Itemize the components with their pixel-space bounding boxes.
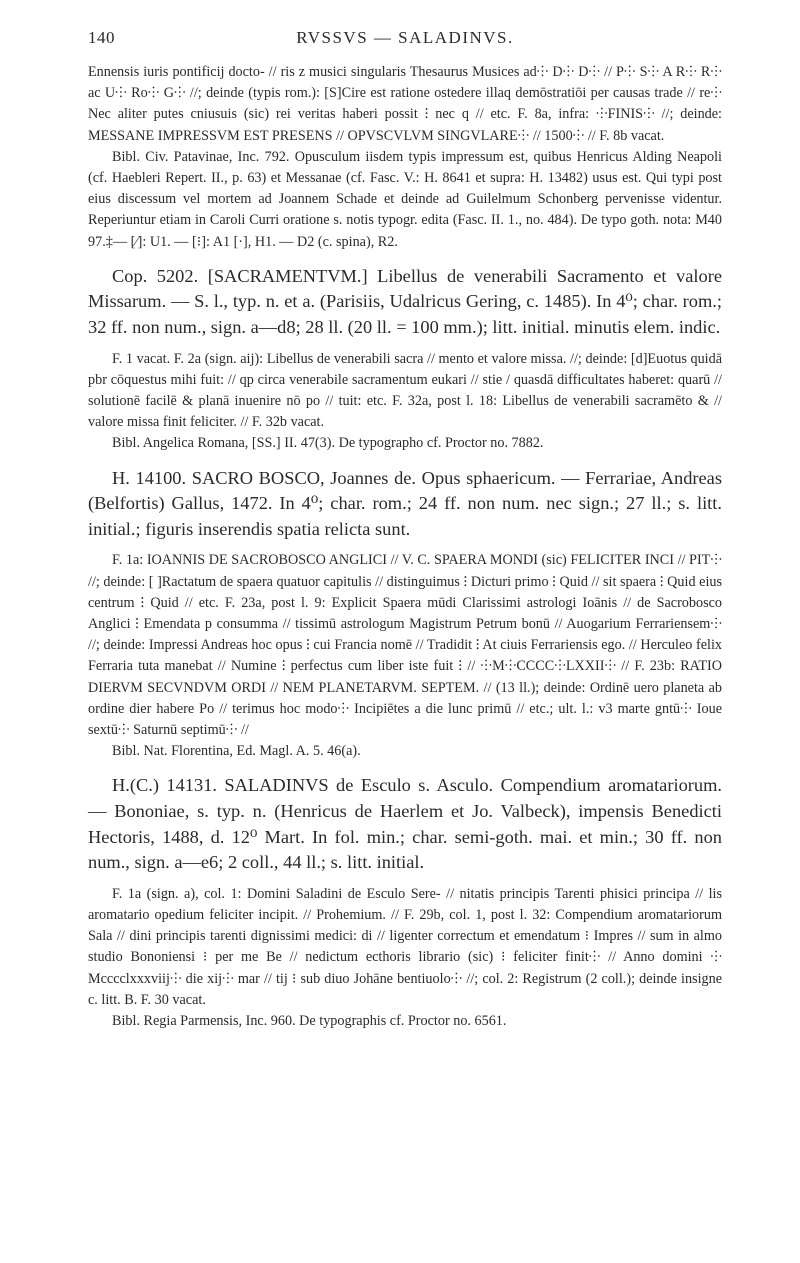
note-paragraph: Ennensis iuris pontificij docto- // ris z musici singularis Thesaurus Musices ad⸭ D⸭ D⸭ // P⸭ S⸭ A R⸭ R⸭ ac U⸭ Ro⸭ G⸭ //; deinde (typis rom.): [S]Cire est ratione ostedere illaq demōstratiōi per causas trade // re⸭ Nec aliter putes cniusuis (sic) rei veritas haberi possit ⁝ nec q // etc. F. 8a, infra: ⸭FINIS⸭ //; deinde: MESSANE IMPRESSVM EST PRESENS // OPVSCVLVM SINGVLARE⸭ // 1500⸭ // F. 8b vacat.: [88, 64, 722, 144]
block-spacer: [88, 253, 722, 264]
note-paragraph: Bibl. Nat. Florentina, Ed. Magl. A. 5. 46(a).: [112, 743, 361, 760]
note-paragraph: Bibl. Civ. Patavinae, Inc. 792. Opusculum iisdem typis impressum est, quibus Henricus Alding Neapoli (cf. Haebleri Repert. II., p. 63) et Messanae (cf. Fasc. V.: H. 8641 et supra: H. 13482) usus est. Qui typi post eius discessum vel mortem ad Joannem Schade et deinde ad Guilelmum Schonberg pervenisse videntur. Reperiuntur etiam in Caroli Curri oratione s. notis typogr. edita (Fasc. II. 1., no. 484). De typo goth. nota: M40 97.‡— [⁄]: U1. — [⁝]: A1 [·], H1. — D2 (c. spina), R2.: [88, 148, 722, 250]
page-body: [88, 62, 722, 1032]
note-paragraph: F. 1a: IOANNIS DE SACROBOSCO ANGLICI // V. C. SPAERA MONDI (sic) FELICITER INCI // PIT⸭ //; deinde: [ ]Ractatum de spaera quatuor capitulis // distinguimus ⁝ Dicturi primo ⁝ Quid // sit spaera ⁝ Quid eius centrum ⁝ Quid // etc. F. 23a, post l. 9: Explicit Spaera mūdi Clarissimi astrologi Ioānis // de Sacrobosco Anglici ⁝ Emendata p consumma // tissimū astrologum Magistrum Petrum bonū // Auogarium Ferrariensem⸭ //; deinde: Impressi Andreas hoc opus ⁝ cui Francia nomē // Tradidit ⁝ At ciuis Ferrariensis ego. // Herculeo felix Ferraria tuta manebat // Numine ⁝ perfectus cum liber iste fuit ⁝ // ⸭M⸭CCCC⸭LXXII⸭ // F. 23b: RATIO DIERVM SECVNDVM ORDI // NEM PLANETARVM. SEPTEM. // (13 ll.); deinde: Ordinē uero planeta ab ordine dier habere Po // terimus hoc modo⸭ Incipiētes a die lunc primū // etc.; ult. l.: v3 marte gntū⸭ Ioue sextū⸭ Saturnū septimū⸭ //: [88, 552, 722, 739]
block-spacer: [88, 455, 722, 466]
block-spacer: [88, 762, 722, 773]
note-paragraph: Bibl. Regia Parmensis, Inc. 960. De typographis cf. Proctor no. 6561.: [112, 1013, 507, 1030]
note-paragraph: F. 1 vacat. F. 2a (sign. aij): Libellus de venerabili sacra // mento et valore missa. //; deinde: [d]Euotus quidā pbr cōquestus mihi fuit: // qp circa venerabile sacramentum eukari // stie / quasdā difficultates haberet: quarū // solutionē facilē & planā inuenire nō po // tuit: etc. F. 32a, post l. 18: Libellus de venerabili sacramēto & // valore missa finit feliciter. // F. 32b vacat.: [88, 350, 722, 431]
page-number: 140: [88, 28, 115, 47]
note-paragraph: F. 1a (sign. a), col. 1: Domini Saladini de Esculo Sere- // nitatis principis Tarenti phisici principa // lis aromatario opedium feliciter incipit. // Prohemium. // F. 29b, col. 1, post l. 32: Compendium aromatariorum Sala // dini principis tarenti dignissimi medici: di // ligenter correctum et emendatum ⁝ Impres // sum in almo studio Bononiensi ⁝ per me Be // nedictum ecthoris librario (sic) ⁝ feliciter finit⸭ // Anno domini ⸭Mcccclxxxviij⸭ die xij⸭ mar // tij ⁝ sub diuo Johāne bentiuolo⸭ //; col. 2: Registrum (2 coll.); deinde insigne c. litt. B. F. 30 vacat.: [88, 885, 722, 1008]
block-spacer: [88, 876, 722, 884]
catalog-entry-paragraph: H. 14100. SACRO BOSCO, Joannes de. Opus sphaericum. — Ferrariae, Andreas (Belfortis) Gallus, 1472. In 4⁰; char. rom.; 24 ff. non num. nec sign.; 27 ll.; s. litt. initial.; figuris inserendis spatia relicta sunt.: [88, 467, 722, 539]
running-title: RVSSVS — SALADINVS.: [296, 28, 514, 47]
page-header: [88, 28, 722, 62]
catalog-entry-paragraph: H.(C.) 14131. SALADINVS de Esculo s. Asculo. Compendium aromatariorum. — Bononiae, s. typ. n. (Henricus de Haerlem et Jo. Valbeck), impensis Benedicti Hectoris, 1488, d. 12⁰ Mart. In fol. min.; char. semi-goth. mai. et min.; 30 ff. non num., sign. a—e6; 2 coll., 44 ll.; s. litt. initial.: [88, 775, 722, 873]
note-paragraph: Bibl. Angelica Romana, [SS.] II. 47(3). De typographo cf. Proctor no. 7882.: [112, 435, 544, 452]
catalog-entry-paragraph: Cop. 5202. [SACRAMENTVM.] Libellus de venerabili Sacramento et valore Missarum. — S. l., typ. n. et a. (Parisiis, Udalricus Gering, c. 1485). In 4⁰; char. rom.; 32 ff. non num., sign. a—d8; 28 ll. (20 ll. = 100 mm.); litt. initial. minutis elem. indic.: [88, 265, 722, 338]
page: [88, 28, 722, 1032]
block-spacer: [88, 341, 722, 349]
block-spacer: [88, 542, 722, 550]
